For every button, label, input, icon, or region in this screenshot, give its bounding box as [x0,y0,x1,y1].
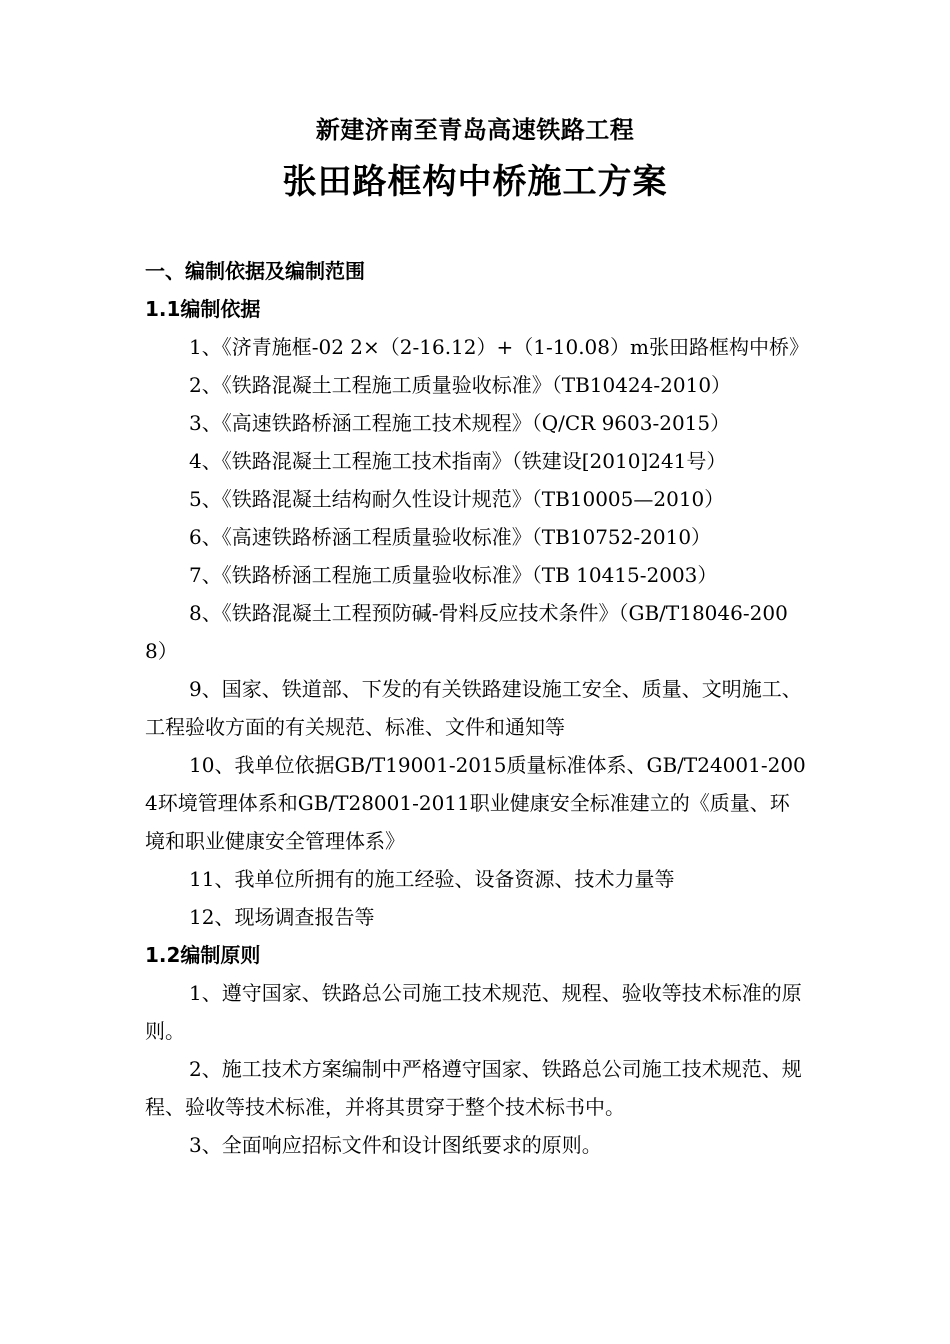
principle-item: 3、全面响应招标文件和设计图纸要求的原则。 [189,1133,602,1157]
basis-item: 6、《高速铁路桥涵工程质量验收标准》（TB10752-2010） [189,525,712,549]
section-heading: 一、编制依据及编制范围 [145,259,365,283]
basis-item: 2、《铁路混凝土工程施工质量验收标准》（TB10424-2010） [189,373,732,397]
basis-item: 9、国家、铁道部、下发的有关铁路建设施工安全、质量、文明施工、工程验收方面的有关规范、标准、文件和通知等 [145,677,802,739]
subsection-heading: 1.2编制原则 [145,943,261,967]
document-title: 张田路框构中桥施工方案 [282,162,668,202]
basis-item: 7、《铁路桥涵工程施工质量验收标准》（TB 10415-2003） [189,563,718,587]
document-body [145,252,807,1164]
basis-item: 4、《铁路混凝土工程施工技术指南》（铁建设[2010]241号） [189,449,727,473]
basis-item: 3、《高速铁路桥涵工程施工技术规程》（Q/CR 9603-2015） [189,411,731,435]
basis-item: 1、《济青施框-02 2×（2-16.12）+（1-10.08）m张田路框构中桥》 [189,335,809,359]
basis-item: 12、现场调查报告等 [189,905,375,929]
project-title: 新建济南至青岛高速铁路工程 [315,116,635,144]
principle-item: 1、遵守国家、铁路总公司施工技术规范、规程、验收等技术标准的原则。 [145,981,802,1043]
basis-item: 11、我单位所拥有的施工经验、设备资源、技术力量等 [189,867,675,891]
basis-item: 8、《铁路混凝土工程预防碱-骨料反应技术条件》（GB/T18046-2008） [145,601,788,663]
basis-item: 5、《铁路混凝土结构耐久性设计规范》（TB10005—2010） [189,487,725,511]
subsection-heading: 1.1编制依据 [145,297,261,321]
basis-item: 10、我单位依据GB/T19001-2015质量标准体系、GB/T24001-2004环境管理体系和GB/T28001-2011职业健康安全标准建立的《质量、环境和职业健康安全管理体系》 [145,753,806,853]
principle-item: 2、施工技术方案编制中严格遵守国家、铁路总公司施工技术规范、规程、验收等技术标准，并将其贯穿于整个技术标书中。 [145,1057,802,1119]
